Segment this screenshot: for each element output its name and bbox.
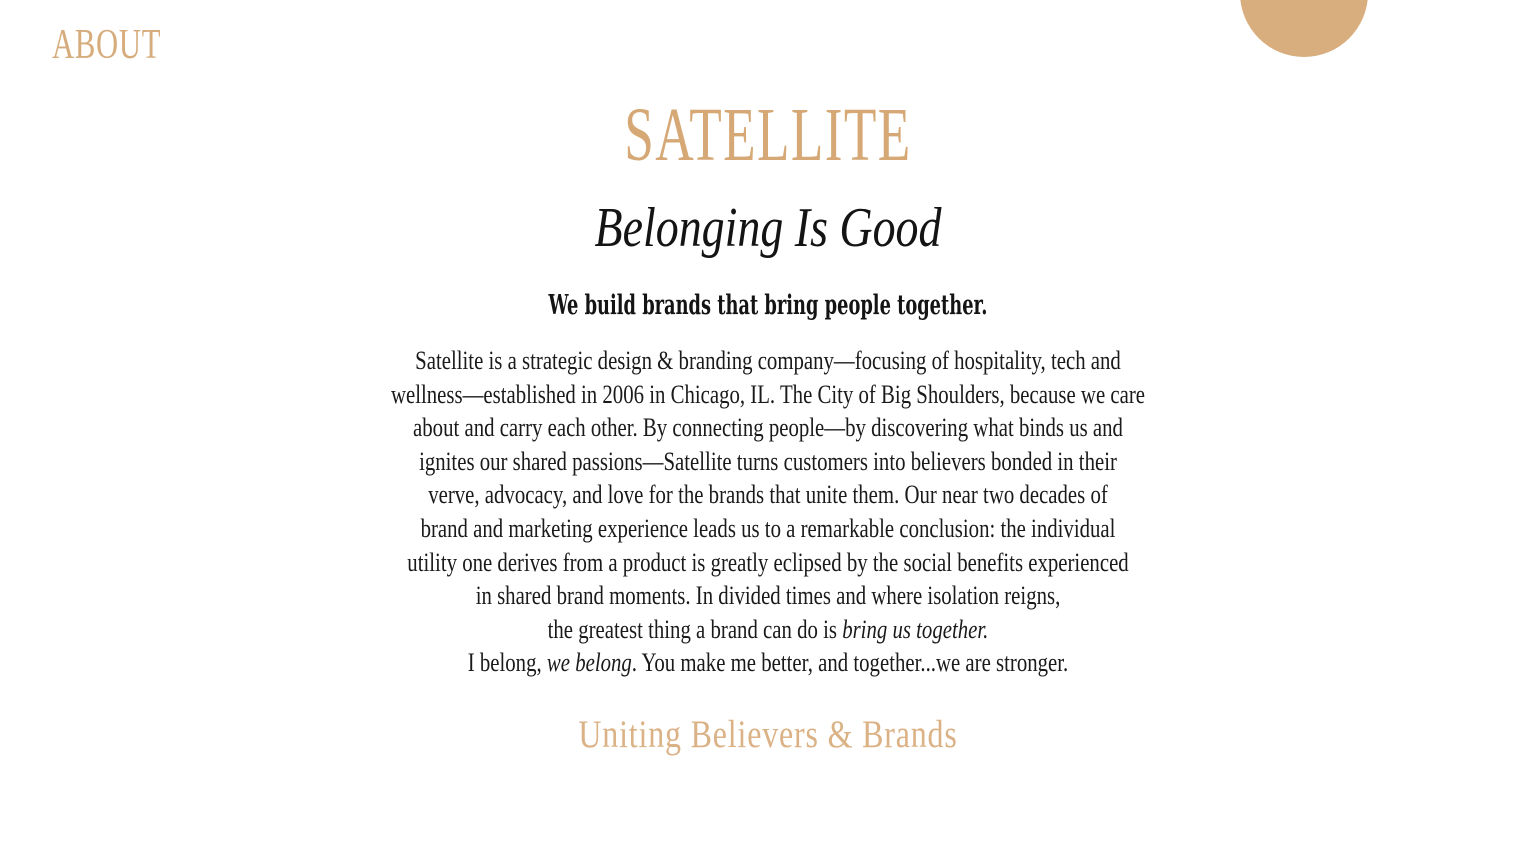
section-label-about: ABOUT <box>52 22 162 68</box>
paragraph-line: in shared brand moments. In divided times and where isolation reigns, <box>475 581 1061 611</box>
paragraph-line: about and carry each other. By connecting people—by discovering what binds us and <box>413 413 1123 443</box>
about-paragraph <box>154 344 1383 680</box>
paragraph-line: I belong, we belong. You make me better, and together...we are stronger. <box>467 648 1069 678</box>
tagline: Belonging Is Good <box>594 197 942 259</box>
decorative-circle <box>1240 0 1368 57</box>
subtagline: We build brands that bring people together. <box>548 290 988 321</box>
paragraph-line: wellness—established in 2006 in Chicago, IL. The City of Big Shoulders, because we care <box>390 379 1146 409</box>
paragraph-line: verve, advocacy, and love for the brands that unite them. Our near two decades of <box>428 480 1108 510</box>
paragraph-line: Satellite is a strategic design & branding company—focusing of hospitality, tech and <box>415 346 1121 375</box>
paragraph-line: ignites our shared passions—Satellite turns customers into believers bonded in their <box>419 446 1117 476</box>
paragraph-line: utility one derives from a product is greatly eclipsed by the social benefits experienced <box>407 547 1129 577</box>
footer-heading: Uniting Believers & Brands <box>578 713 958 756</box>
paragraph-line: brand and marketing experience leads us to a remarkable conclusion: the individual <box>420 513 1116 543</box>
paragraph-line: the greatest thing a brand can do is bring us together. <box>547 614 989 644</box>
brand-title: SATELLITE <box>624 93 912 177</box>
